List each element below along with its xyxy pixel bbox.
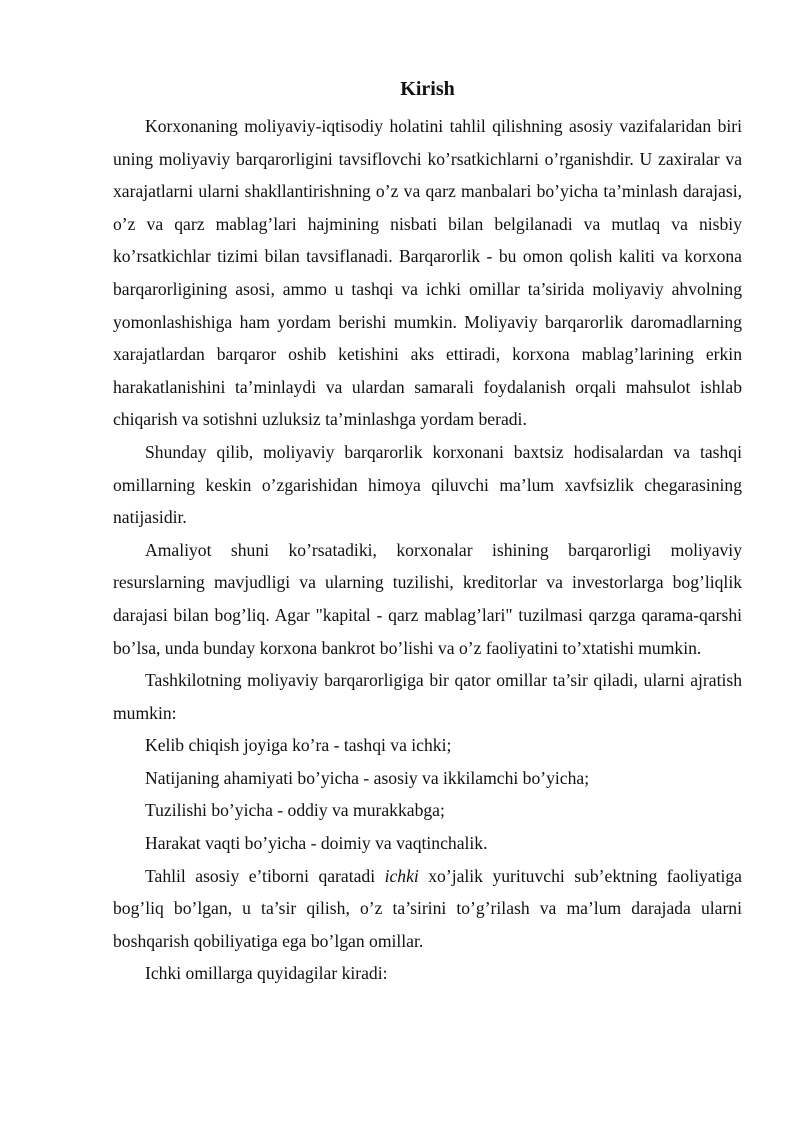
paragraph-6: Ichki omillarga quyidagilar kiradi:	[145, 963, 388, 984]
list-item-importance: Natijaning ahamiyati bo’yicha - asosiy va ikkilamchi bo’yicha;	[145, 767, 590, 788]
paragraph-5-end: xo’jalik yurituvchi sub’ektning faoliyatiga bog’liq bo’lgan, u ta’sir qilish, o’z ta’sirini to’g’rilash va ma’lum darajada ularni boshqarish qobiliyatiga ega bo’lgan omillar.	[113, 865, 742, 951]
list-item-origin: Kelib chiqish joyiga ko’ra - tashqi va ichki;	[145, 735, 452, 756]
paragraph-4: Tashkilotning moliyaviy barqarorligiga bir qator omillar ta’sir qiladi, ularni ajratish mumkin:	[113, 670, 742, 723]
page-title: Kirish	[400, 78, 455, 100]
list-item-time: Harakat vaqti bo’yicha - doimiy va vaqtinchalik.	[145, 833, 488, 854]
paragraph-5	[113, 860, 742, 958]
paragraph-5-italic-word: ichki	[384, 865, 419, 886]
paragraph-3: Amaliyot shuni ko’rsatadiki, korxonalar ishining barqarorligi moliyaviy resurslarning mavjudligi va ularning tuzilishi, kreditorlar va investorlarga bog’liqlik darajasi bilan bog’liq. Agar "kapital - qarz mablag’lari" tuzilmasi qarzga qarama-qarshi bo’lsa, unda bunday korxona bankrot bo’lishi va o’z faoliyatini to’xtatishi mumkin.	[113, 539, 742, 658]
paragraph-1: Korxonaning moliyaviy-iqtisodiy holatini tahlil qilishning asosiy vazifalaridan biri uning moliyaviy barqarorligini tavsiflovchi ko’rsatkichlarni o’rganishdir. U zaxiralar va xarajatlarni ularni shakllantirishning o’z va qarz manbalari bo’yicha ta’minlash darajasi, o’z va qarz mablag’lari hajmining nisbati bilan belgilanadi va mutlaq va nisbiy ko’rsatkichlar tizimi bilan tavsiflanadi. Barqarorlik - bu omon qolish kaliti va korxona barqarorligining asosi, ammo u tashqi va ichki omillar ta’sirida moliyaviy ahvolning yomonlashishiga ham yordam berishi mumkin. Moliyaviy barqarorlik daromadlarning xarajatlardan barqaror oshib ketishini aks ettiradi, korxona mablag’larining erkin harakatlanishini ta’minlaydi va ulardan samarali foydalanish orqali mahsulot ishlab chiqarish va sotishni uzluksiz ta’minlashga yordam beradi.	[113, 116, 742, 430]
paragraph-2: Shunday qilib, moliyaviy barqarorlik korxonani baxtsiz hodisalardan va tashqi omillarning keskin o’zgarishidan himoya qiluvchi ma’lum xavfsizlik chegarasining natijasidir.	[113, 441, 742, 528]
paragraph-5-start: Tahlil asosiy e’tiborni qaratadi	[145, 865, 385, 886]
list-item-structure: Tuzilishi bo’yicha - oddiy va murakkabga;	[145, 800, 445, 821]
